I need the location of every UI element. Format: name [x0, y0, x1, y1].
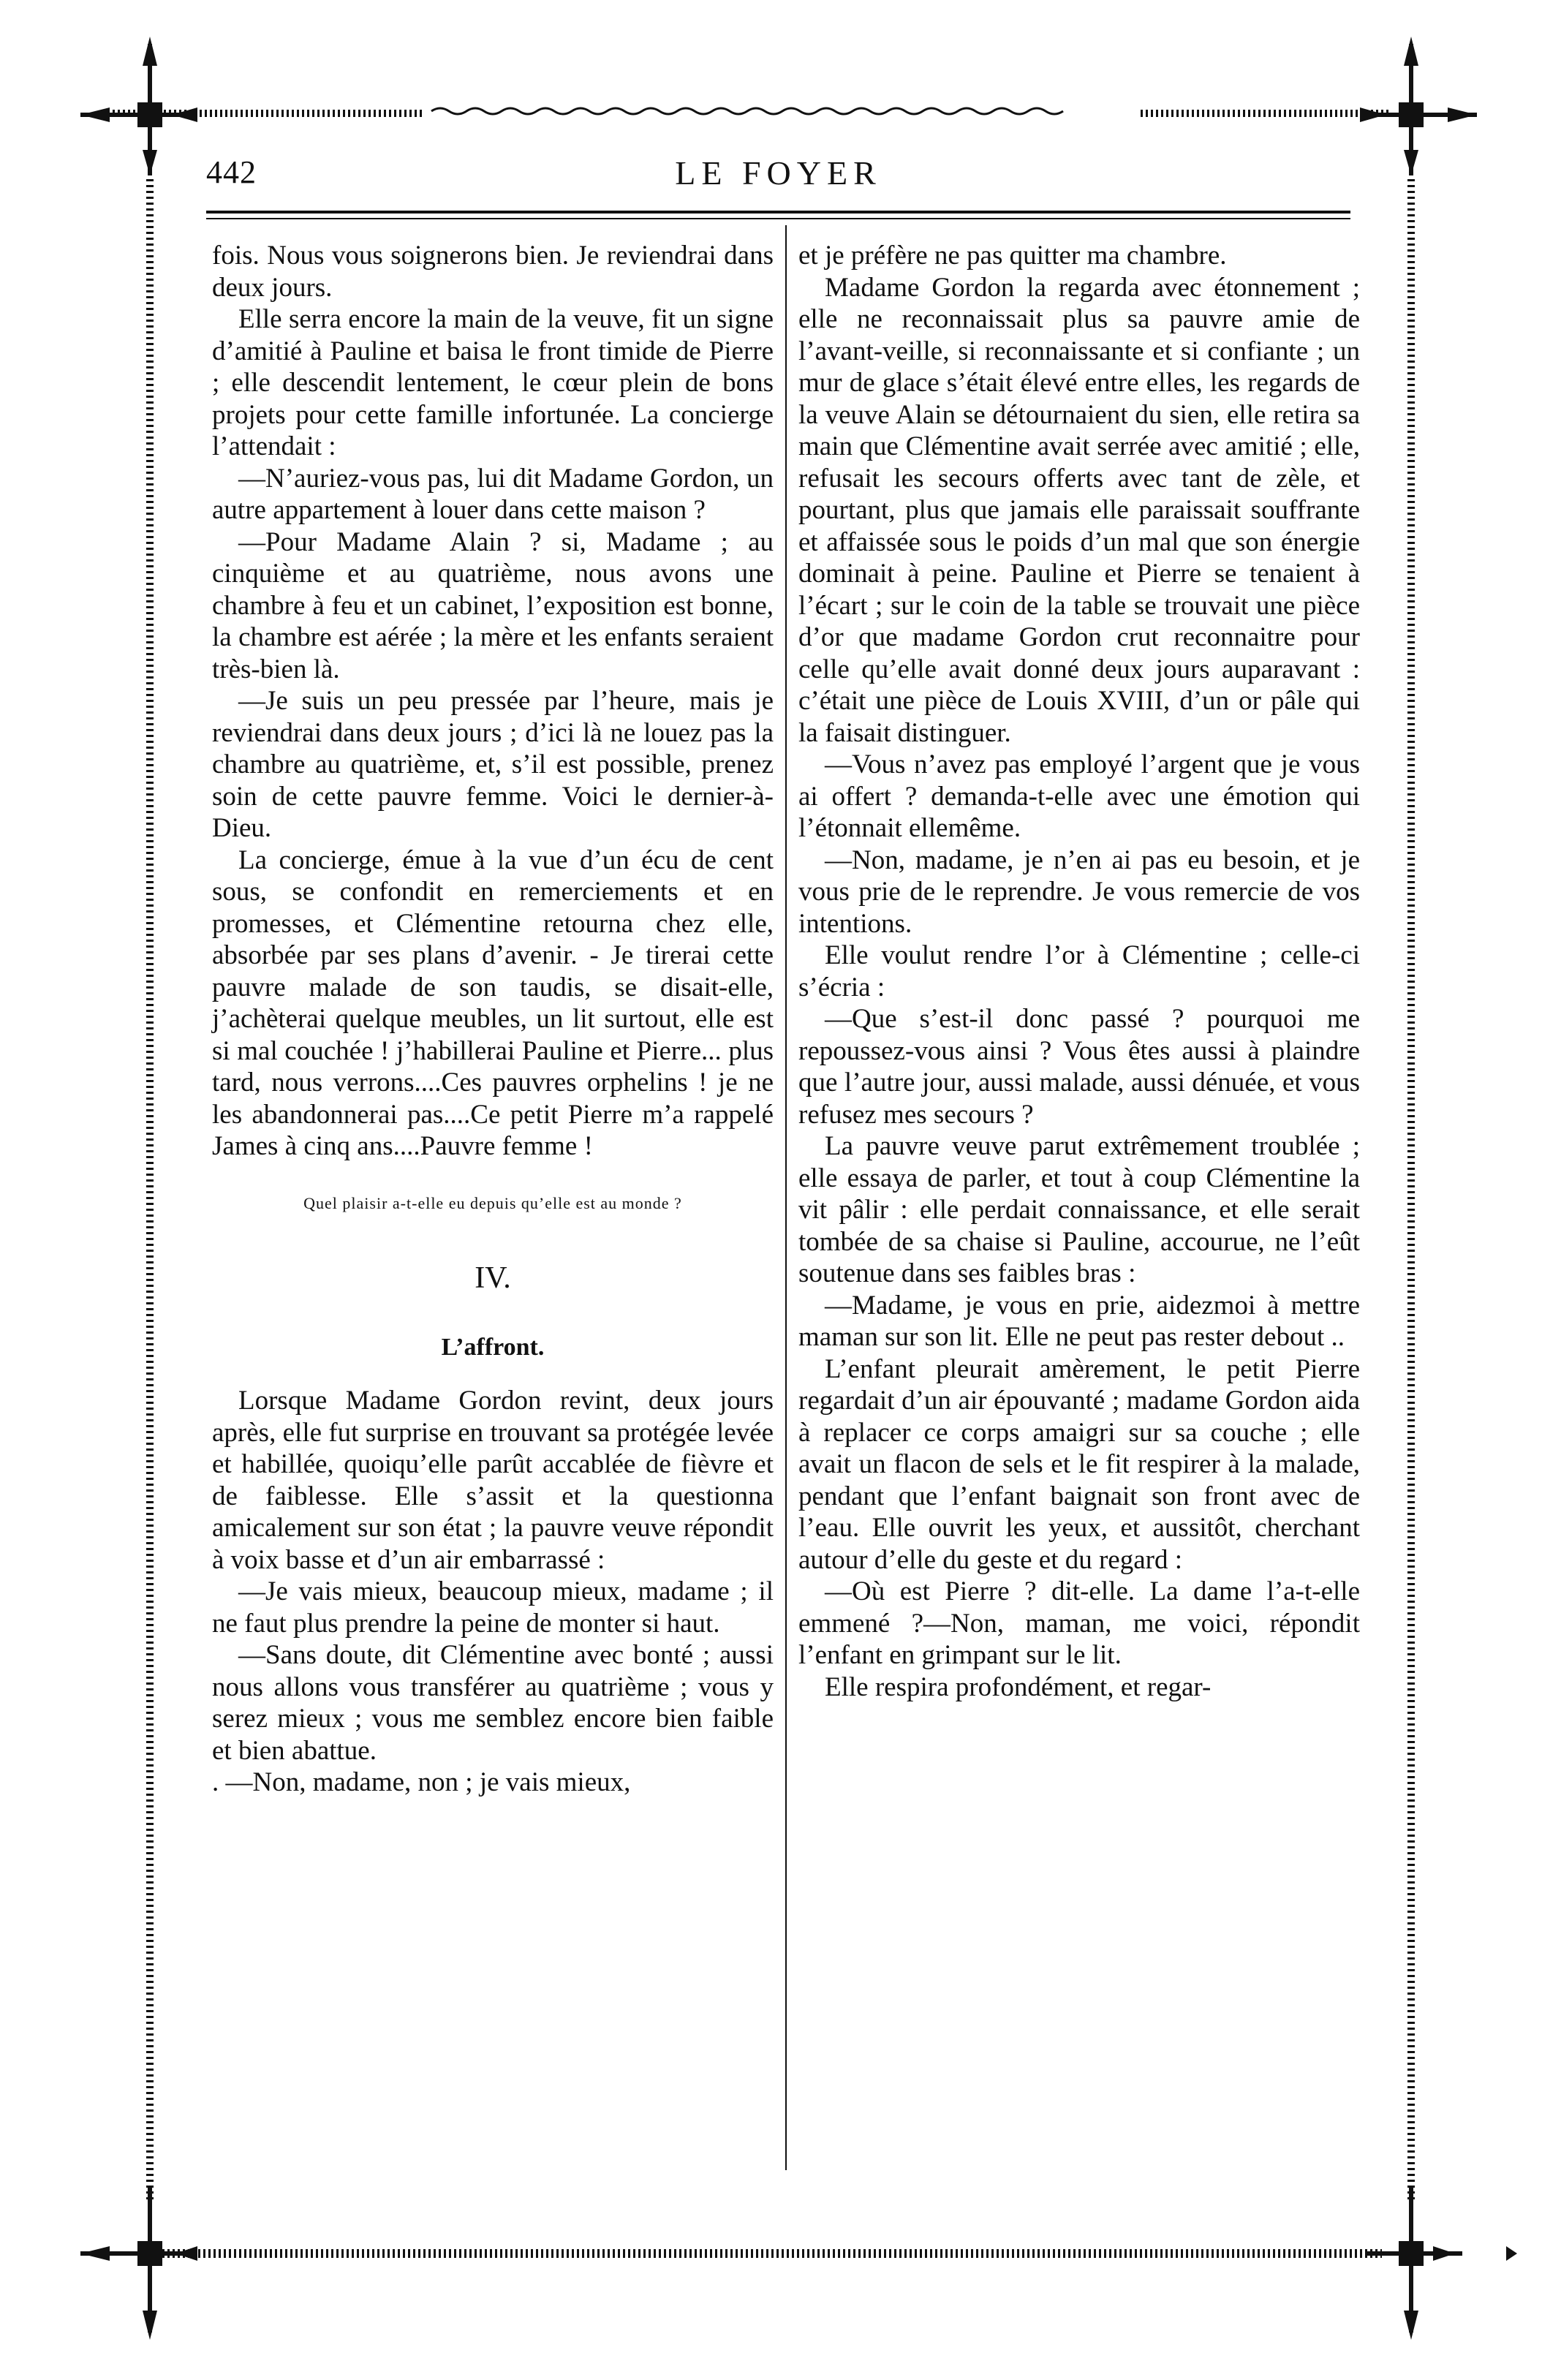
paragraph: —Que s’est-il donc passé ? pourquoi me repoussez-vous ainsi ? Vous êtes aussi à plaindre que l’autre jour, aussi malade, aussi dénuée, et vous refusez mes secours ?: [798, 1004, 1360, 1130]
paragraph: —Sans doute, dit Clémentine avec bonté ; aussi nous allons vous transférer au quatrième ; vous y serez mieux ; vous me semblez encore bien faible et bien abattue.: [212, 1640, 774, 1766]
paragraph: . —Non, madame, non ; je vais mieux,: [212, 1767, 631, 1797]
paragraph: et je préfère ne pas quitter ma chambre.: [798, 241, 1227, 271]
running-title: LE FOYER: [675, 154, 882, 192]
paragraph: Elle serra encore la main de la veuve, fit un signe d’amitié à Pauline et baisa le front timide de Pierre ; elle descendit lentement, le cœur plein de bons projets pour cette famille infortunée. La concierge l’attendait :: [212, 304, 774, 461]
paragraph: —Non, madame, je n’en ai pas eu besoin, et je vous prie de le reprendre. Je vous remercie de vos intentions.: [798, 845, 1360, 939]
section-title: L’affront.: [441, 1333, 545, 1361]
paragraph: —Je suis un peu pressée par l’heure, mais je reviendrai dans deux jours ; d’ici là ne louez pas la chambre au quatrième, et, s’il est possible, prenez soin de cette pauvre femme. Voici le dernier-à-Dieu.: [212, 686, 774, 843]
header-rule: [206, 211, 1350, 214]
paragraph: fois. Nous vous soignerons bien. Je reviendrai dans deux jours.: [212, 241, 774, 303]
page-number: 442: [206, 154, 257, 190]
paragraph: —Pour Madame Alain ? si, Madame ; au cinquième et au quatrième, nous avons une chambre à feu et un cabinet, l’exposition est bonne, la chambre est aérée ; la mère et les enfants seraient très-bien là.: [212, 526, 774, 684]
paragraph: La concierge, émue à la vue d’un écu de cent sous, se confondit en remerciements et en promesses, et Clémentine retourna chez elle, absorbée par ses plans d’avenir. - Je tirerai cette pauvre malade de son taudis, se disait-elle, j’achèterai quelque meubles, un lit surtout, elle est si mal couchée ! j’habillerai Pauline et Pierre... plus tard, nous verrons....Ces pauvres orphelins ! je ne les abandonnerai pas....Ce petit Pierre m’a rappelé James à cinq ans....Pauvre femme !: [212, 845, 774, 1161]
paragraph: —Vous n’avez pas employé l’argent que je vous ai offert ? demanda-t-elle avec une émotion qui l’étonnait ellemême.: [798, 749, 1360, 843]
column-divider: [785, 225, 787, 2170]
right-column: [798, 240, 1360, 1703]
footnote: Quel plaisir a-t-elle eu depuis qu’elle est au monde ?: [303, 1193, 682, 1212]
paragraph: —N’auriez-vous pas, lui dit Madame Gordon, un autre appartement à louer dans cette maison ?: [212, 463, 774, 525]
paragraph: —Où est Pierre ? dit-elle. La dame l’a-t-elle emmené ?—Non, maman, me voici, répondit l’enfant en grimpant sur le lit.: [798, 1576, 1360, 1670]
paragraph: La pauvre veuve parut extrêmement troublée ; elle essaya de parler, et tout à coup Clémentine la vit pâlir : elle perdait connaissance, et elle serait tombée de sa chaise si Pauline, accourue, ne l’eût soutenue dans ses faibles bras :: [798, 1131, 1360, 1288]
paragraph: Elle respira profondément, et regar-: [825, 1671, 1212, 1702]
paragraph: Elle voulut rendre l’or à Clémentine ; celle-ci s’écria :: [798, 940, 1360, 1002]
paragraph: —Madame, je vous en prie, aidezmoi à mettre maman sur son lit. Elle ne peut pas rester debout ..: [798, 1290, 1360, 1352]
paragraph: Lorsque Madame Gordon revint, deux jours après, elle fut surprise en trouvant sa protégée levée et habillée, quoiqu’elle parût accablée de fièvre et de faiblesse. Elle s’assit et la questionna amicalement sur son état ; la pauvre veuve répondit à voix basse et d’un air embarrassé :: [212, 1386, 774, 1575]
left-column: [212, 240, 774, 1799]
paragraph: —Je vais mieux, beaucoup mieux, madame ; il ne faut plus prendre la peine de monter si haut.: [212, 1576, 774, 1639]
page-header: [206, 154, 1350, 205]
section-number: IV.: [475, 1261, 511, 1295]
paragraph: L’enfant pleurait amèrement, le petit Pierre regardait d’un air épouvanté ; madame Gordon aida à replacer ce corps amaigri sur sa couche ; elle avait un flacon de sels et le fit respirer à la malade, pendant que l’enfant baignait son front avec de l’eau. Elle ouvrit les yeux, et aussitôt, cherchant autour d’elle du geste et du regard :: [798, 1353, 1360, 1575]
paragraph: Madame Gordon la regarda avec étonnement ; elle ne reconnaissait plus sa pauvre amie de l’avant-veille, si reconnaissante et si confiante ; un mur de glace s’était élevé entre elles, les regards de la veuve Alain se détournaient du sien, elle retira sa main que Clémentine avait serrée avec amitié ; elle, refusait les secours offerts avec tant de zèle, et pourtant, plus que jamais elle paraissait souffrante et affaissée sous le poids d’un mal que son énergie dominait à peine. Pauline et Pierre se tenaient à l’écart ; sur le coin de la table se trouvait une pièce d’or que madame Gordon crut reconnaitre pour celle qu’elle avait donné deux jours auparavant : c’était une pièce de Louis XVIII, d’un or pâle qui la faisait distinguer.: [798, 272, 1360, 748]
header-rule-thin: [206, 218, 1350, 219]
